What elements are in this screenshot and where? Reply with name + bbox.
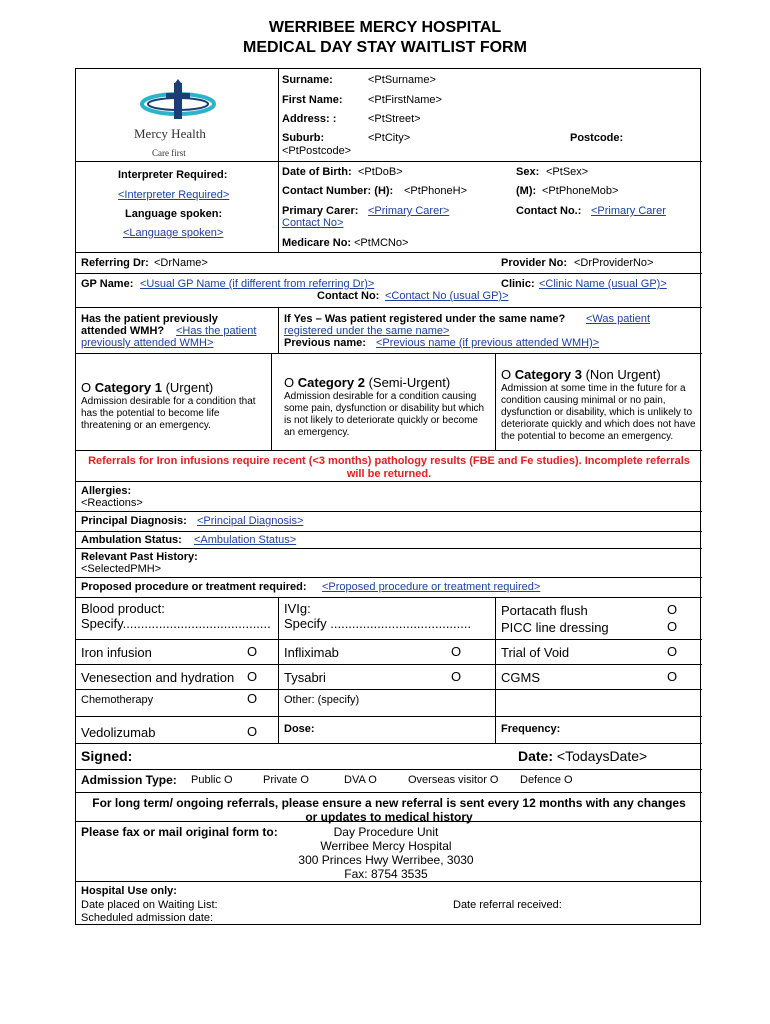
procedure-label: Proposed procedure or treatment required: (81, 581, 307, 593)
frequency-label[interactable]: Frequency: (501, 723, 561, 735)
mercy-health-logo (134, 77, 218, 167)
gp-name-value[interactable]: <Usual GP Name (if different from referring Dr)> (140, 278, 375, 290)
chemotherapy-label: Chemotherapy (81, 694, 154, 706)
cross-emblem-icon (138, 77, 218, 122)
admission-private[interactable] (263, 774, 309, 787)
chemotherapy-radio[interactable]: O (247, 691, 258, 706)
category-2-name: Category 2 (297, 375, 365, 390)
referring-dr-value[interactable]: <DrName> (154, 257, 208, 269)
contact-no-label: Contact No.: (516, 205, 582, 217)
logo-name: Mercy Health (134, 126, 206, 141)
category-1-desc: Admission desirable for a condition that has the potential to become life threatening or an emergency. (81, 396, 256, 431)
vedolizumab-label: Vedolizumab (81, 725, 156, 740)
venesection-radio[interactable]: O (247, 669, 258, 684)
contact-m-label: (M): (516, 185, 537, 197)
iron-infusion-radio[interactable]: O (247, 644, 258, 659)
admission-public-radio[interactable]: O (224, 774, 233, 786)
hospital-use-title: Hospital Use only: (81, 885, 177, 897)
admission-type-label: Admission Type: (81, 773, 177, 787)
allergies-label: Allergies: (81, 485, 132, 497)
admission-dva-radio[interactable]: O (368, 774, 377, 786)
category-2[interactable] (284, 375, 450, 390)
blood-product-specify[interactable]: Specify......................................... (81, 616, 271, 631)
surname-value[interactable]: <PtSurname> (368, 74, 436, 86)
contact-no-value[interactable]: <Primary Carer (591, 205, 666, 217)
tysabri-radio[interactable]: O (451, 669, 462, 684)
language-label: Language spoken: (125, 208, 223, 220)
waitlist-form (75, 68, 701, 925)
mail-label: Please fax or mail original form to: (81, 825, 278, 839)
signed-label[interactable]: Signed: (81, 748, 133, 764)
admission-public[interactable] (191, 774, 233, 787)
same-name-question: If Yes – Was patient registered under the same name? (284, 313, 566, 325)
category-2-level: (Semi-Urgent) (368, 375, 451, 390)
admission-defence-label: Defence (520, 774, 561, 786)
referring-dr-label: Referring Dr: (81, 257, 149, 269)
sex-value[interactable]: <PtSex> (546, 166, 589, 178)
pmh-value[interactable]: <SelectedPMH> (81, 563, 162, 575)
category-1-level: (Urgent) (165, 380, 214, 395)
gp-contact-value[interactable]: <Contact No (usual GP)> (385, 290, 509, 302)
long-term-notice: For long term/ ongoing referrals, please ensure a new referral is sent every 12 months with any changes or updates to medical history (92, 796, 686, 824)
pmh-label: Relevant Past History: (81, 551, 198, 563)
address-value[interactable]: <PtStreet> (368, 113, 421, 125)
contact-m-value[interactable]: <PtPhoneMob> (542, 185, 619, 197)
previous-question-1: Has the patient previously (81, 313, 218, 325)
category-1-name: Category 1 (94, 380, 162, 395)
date-value[interactable]: <TodaysDate> (556, 748, 648, 764)
iron-infusion-notice: Referrals for Iron infusions require recent (<3 months) pathology results (FBE and Fe studies). Incomplete referrals will be returned. (88, 455, 690, 480)
infliximab-radio[interactable]: O (451, 644, 462, 659)
carer-label: Primary Carer: (282, 205, 359, 217)
logo-tagline: Care first (152, 148, 186, 158)
diagnosis-value[interactable]: <Principal Diagnosis> (197, 515, 304, 527)
category-3-radio[interactable]: O (501, 367, 512, 382)
vedolizumab-radio[interactable]: O (247, 724, 258, 739)
admission-dva[interactable] (344, 774, 377, 787)
iron-infusion-label: Iron infusion (81, 645, 152, 660)
admission-defence[interactable] (520, 774, 573, 787)
admission-overseas-radio[interactable]: O (489, 774, 499, 786)
previous-answer-2[interactable]: previously attended WMH> (81, 337, 214, 349)
postcode-value[interactable]: <PtPostcode> (282, 145, 352, 157)
date-placed-label[interactable]: Date placed on Waiting List: (81, 899, 218, 911)
blood-product-label: Blood product: (81, 601, 165, 616)
other-label[interactable]: Other: (specify) (284, 694, 360, 706)
admission-overseas-label: Overseas visitor (408, 774, 487, 786)
medicare-label: Medicare No: (282, 237, 352, 249)
ivig-specify[interactable]: Specify ....................................... (284, 616, 472, 631)
ambulation-value[interactable]: <Ambulation Status> (194, 534, 297, 546)
picc-label: PICC line dressing (501, 620, 609, 635)
procedure-value[interactable]: <Proposed procedure or treatment required> (322, 581, 541, 593)
date-received-label[interactable]: Date referral received: (453, 899, 562, 911)
infliximab-label: Infliximab (284, 645, 339, 660)
previous-name-value[interactable]: <Previous name (if previous attended WMH)> (376, 337, 600, 349)
mail-line4: Fax: 8754 3535 (344, 867, 428, 881)
category-3-desc: Admission at some time in the future for a condition causing minimal or no pain, dysfunction or disability, which is unlikely to deteriorate quickly and which does not have the potential to become an emergency. (501, 383, 696, 442)
same-name-answer-1[interactable]: <Was patient (586, 313, 651, 325)
mail-line2: Werribee Mercy Hospital (320, 839, 452, 853)
provider-value[interactable]: <DrProviderNo> (574, 257, 654, 269)
gp-contact-label: Contact No: (317, 290, 380, 302)
firstname-value[interactable]: <PtFirstName> (368, 94, 442, 106)
picc-radio[interactable]: O (667, 619, 678, 634)
venesection-label: Venesection and hydration (81, 670, 235, 685)
cgms-label: CGMS (501, 670, 540, 685)
admission-defence-radio[interactable]: O (564, 774, 573, 786)
category-1[interactable] (81, 380, 213, 395)
interpreter-label: Interpreter Required: (118, 169, 228, 181)
medicare-value[interactable]: <PtMCNo> (354, 237, 409, 249)
mail-line1: Day Procedure Unit (333, 825, 439, 839)
dob-label: Date of Birth: (282, 166, 352, 178)
category-3[interactable] (501, 367, 661, 382)
sex-label: Sex: (516, 166, 540, 178)
dose-label[interactable]: Dose: (284, 723, 315, 735)
category-3-level: (Non Urgent) (585, 367, 661, 382)
ivig-label: IVIg: (284, 601, 311, 616)
previous-question-2: attended WMH? (81, 325, 165, 337)
admission-private-radio[interactable]: O (300, 774, 309, 786)
language-value[interactable]: <Language spoken> (123, 227, 224, 239)
address-label: Address: : (282, 113, 337, 125)
suburb-value[interactable]: <PtCity> (368, 132, 411, 144)
category-2-radio[interactable]: O (284, 375, 295, 390)
scheduled-date-label[interactable]: Scheduled admission date: (81, 912, 214, 924)
category-1-radio[interactable]: O (81, 380, 92, 395)
date-field[interactable] (518, 748, 647, 764)
category-2-desc: Admission desirable for a condition causing some pain, dysfunction or disability but which is not likely to deteriorate quickly or become an emergency. (284, 391, 485, 438)
clinic-value[interactable]: <Clinic Name (usual GP)> (539, 278, 667, 290)
portacath-label: Portacath flush (501, 603, 588, 618)
surname-label: Surname: (282, 74, 333, 86)
tysabri-label: Tysabri (284, 670, 326, 685)
previous-answer-1[interactable]: <Has the patient (176, 325, 257, 337)
mail-line3: 300 Princes Hwy Werribee, 3030 (298, 853, 474, 867)
diagnosis-label: Principal Diagnosis: (81, 515, 187, 527)
category-3-name: Category 3 (514, 367, 582, 382)
carer-value[interactable]: <Primary Carer> (368, 205, 450, 217)
previous-name-label: Previous name: (284, 337, 366, 349)
admission-dva-label: DVA (344, 774, 366, 786)
cgms-radio[interactable]: O (667, 669, 678, 684)
allergies-value[interactable]: <Reactions> (81, 497, 143, 509)
provider-label: Provider No: (501, 257, 568, 269)
firstname-label: First Name: (282, 94, 343, 106)
trial-void-label: Trial of Void (501, 645, 570, 660)
clinic-label: Clinic: (501, 278, 535, 290)
same-name-answer-2[interactable]: registered under the same name> (284, 325, 450, 337)
interpreter-value[interactable]: <Interpreter Required> (118, 189, 230, 201)
admission-overseas[interactable] (408, 774, 498, 787)
carer-contact-value[interactable]: Contact No> (282, 217, 344, 229)
form-title-line2: MEDICAL DAY STAY WAITLIST FORM (243, 39, 527, 56)
contact-h-label: Contact Number: (H): (282, 185, 394, 197)
admission-public-label: Public (191, 774, 221, 786)
form-title-line1: WERRIBEE MERCY HOSPITAL (268, 19, 502, 36)
contact-h-value[interactable]: <PtPhoneH> (404, 185, 467, 197)
ambulation-label: Ambulation Status: (81, 534, 182, 546)
admission-private-label: Private (263, 774, 298, 786)
date-label: Date: (518, 748, 554, 764)
dob-value[interactable]: <PtDoB> (358, 166, 403, 178)
suburb-label: Suburb: (282, 132, 325, 144)
postcode-label: Postcode: (570, 132, 624, 144)
portacath-radio[interactable]: O (667, 602, 678, 617)
trial-void-radio[interactable]: O (667, 644, 678, 659)
gp-name-label: GP Name: (81, 278, 134, 290)
